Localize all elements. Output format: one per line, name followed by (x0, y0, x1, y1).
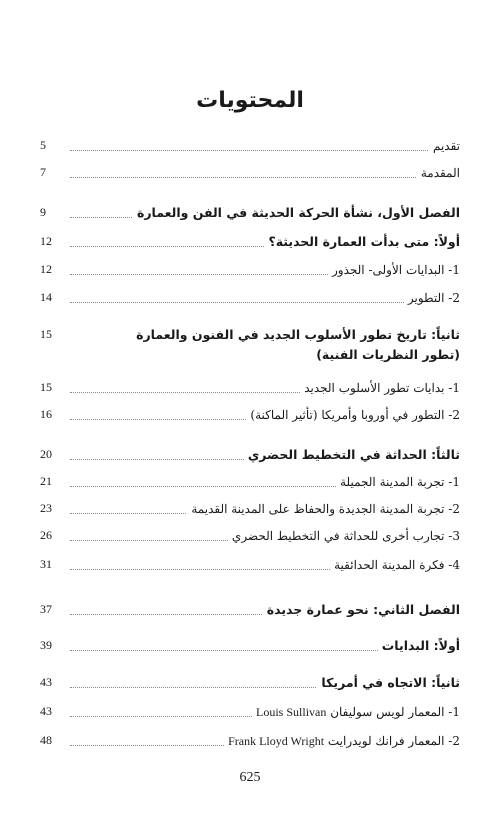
toc-section-entry (40, 673, 460, 695)
toc-section-entry (40, 232, 460, 254)
page-title: المحتويات (196, 88, 304, 113)
toc-page-number: 26 (40, 528, 52, 542)
toc-page-number: 43 (40, 704, 52, 718)
toc-page-number: 12 (40, 234, 52, 248)
page-number: 625 (239, 770, 261, 785)
toc-entry-title: 1- تجربة المدينة الجميلة (336, 472, 460, 492)
toc-entry-latin-name: Frank Lloyd Wright (228, 734, 325, 748)
toc-entry (40, 260, 460, 282)
toc-entry-title: 2- تجربة المدينة الجديدة والحفاظ على المدينة القديمة (187, 499, 460, 519)
toc-page-number: 20 (40, 447, 52, 461)
toc-page-number: 21 (40, 474, 52, 488)
toc-page-number: 7 (40, 165, 46, 179)
toc-entry-arabic: 2- المعمار فرانك لويدرايت (327, 734, 460, 748)
toc-entry (40, 731, 460, 753)
toc-entry-title: ثالثاً: الحداثة في التخطيط الحضري (244, 445, 460, 465)
toc-page-number: 5 (40, 138, 46, 152)
dot-leader (70, 177, 460, 178)
toc-entry (40, 472, 460, 494)
toc-entry-title: 4- فكرة المدينة الحدائقية (330, 555, 460, 575)
toc-entry-arabic: 1- المعمار لويس سوليفان (330, 705, 460, 719)
toc-entry-title: 1- البدايات الأولى- الجذور (328, 260, 460, 280)
toc-page-number: 43 (40, 675, 52, 689)
toc-entry-title: ثانياً: الاتجاه في أمريكا (317, 673, 460, 693)
toc-page-number: 23 (40, 501, 52, 515)
dot-leader (70, 302, 460, 303)
toc-entry (40, 136, 460, 158)
toc-entry (40, 526, 460, 548)
toc-entry (40, 405, 460, 427)
toc-entry-title: 2- التطوير (404, 288, 460, 308)
toc-page-number: 37 (40, 602, 52, 616)
toc-page-number: 39 (40, 638, 52, 652)
toc-entry-title: أولاً: البدايات (378, 636, 460, 656)
dot-leader (70, 150, 460, 151)
toc-entry (40, 288, 460, 310)
toc-page-number: 12 (40, 262, 52, 276)
toc-page-number: 48 (40, 733, 52, 747)
toc-entry-title: ثانياً: تاريخ تطور الأسلوب الجديد في الفنون والعمارة (132, 325, 460, 345)
toc-section-entry (40, 636, 460, 658)
toc-entry (40, 702, 460, 724)
toc-page-number: 31 (40, 557, 52, 571)
toc-entry-title (224, 731, 460, 751)
toc-chapter-entry (40, 600, 460, 622)
toc-entry (40, 499, 460, 521)
toc-entry-continuation: (تطور النظريات الفنية) (316, 347, 460, 362)
toc-page-number: 15 (40, 380, 52, 394)
toc-page-number: 15 (40, 327, 52, 341)
toc-entry-title: 3- تجارب أخرى للحداثة في التخطيط الحضري (228, 526, 460, 546)
toc-entry (40, 555, 460, 577)
toc-entry-latin-name: Louis Sullivan (256, 705, 327, 719)
toc-entry-title: 2- التطور في أوروبا وأمريكا (تأثير الماكنة) (246, 405, 460, 425)
toc-page-number: 14 (40, 290, 52, 304)
toc-entry-title: تقديم (429, 136, 460, 156)
toc-entry-title: أولاً: متى بدأت العمارة الحديثة؟ (264, 232, 460, 252)
toc-entry-title: 1- بدايات تطور الأسلوب الجديد (300, 378, 460, 398)
toc-entry-title: الفصل الثاني: نحو عمارة جديدة (263, 600, 460, 620)
toc-section-entry (40, 325, 460, 347)
toc-entry-title: المقدمة (417, 163, 460, 183)
toc-entry (40, 378, 460, 400)
toc-entry (40, 163, 460, 185)
toc-page-number: 16 (40, 407, 52, 421)
toc-entry-title (252, 702, 460, 722)
toc-page-number: 9 (40, 205, 46, 219)
toc-chapter-entry (40, 203, 460, 225)
toc-entry-title: الفصل الأول، نشأة الحركة الحديثة في الفن والعمارة (133, 203, 460, 223)
toc-section-entry (40, 445, 460, 467)
